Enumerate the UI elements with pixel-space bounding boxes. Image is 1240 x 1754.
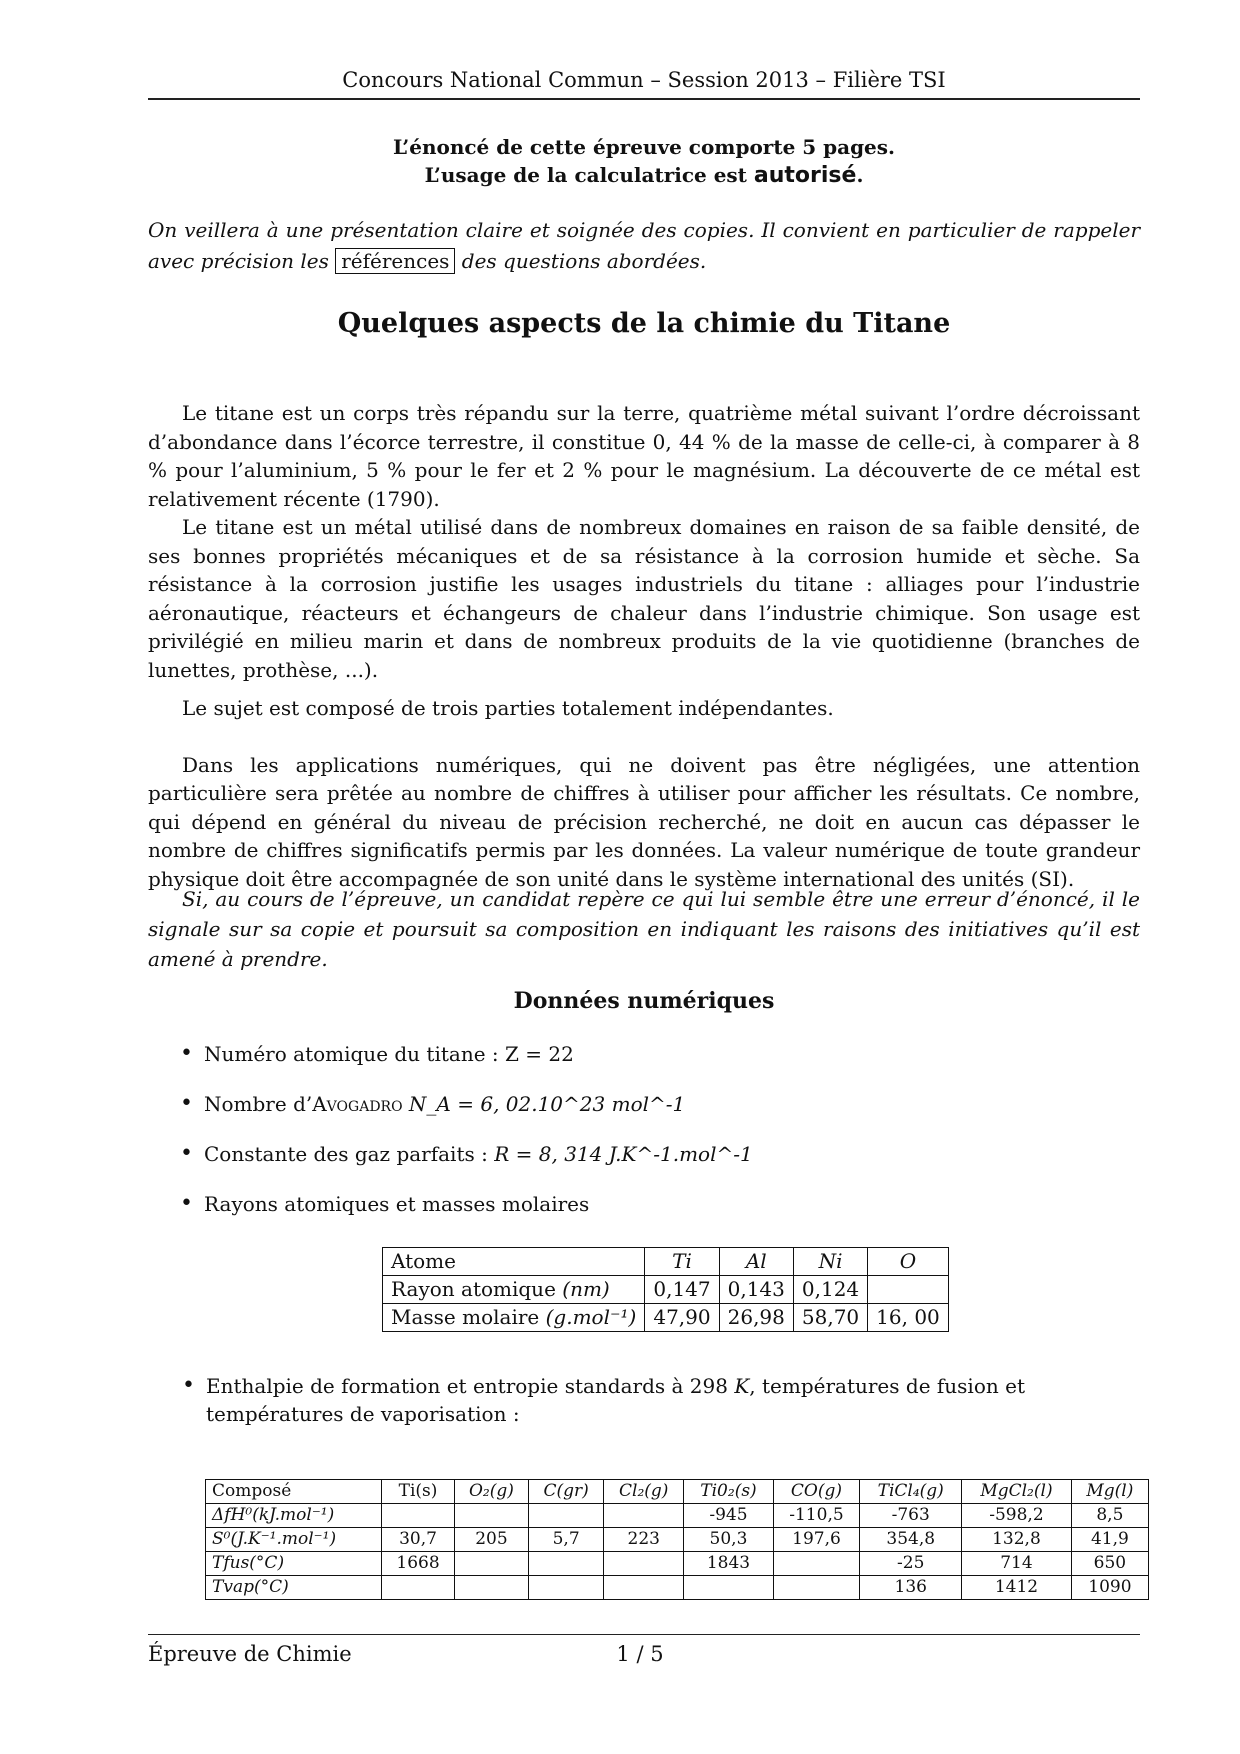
table-cell: 58,70	[793, 1304, 867, 1332]
table-header-cell: Al	[719, 1248, 793, 1276]
table-cell: 16, 00	[868, 1304, 949, 1332]
table-header-cell: TiCl₄(g)	[860, 1480, 962, 1504]
table-header-cell: Atome	[383, 1248, 645, 1276]
table-header-cell: O₂(g)	[454, 1480, 528, 1504]
table-header-cell: Ni	[793, 1248, 867, 1276]
bullet-icon: •	[182, 1373, 195, 1398]
table-header-row	[383, 1248, 949, 1276]
thermo-table	[205, 1479, 1149, 1600]
section-title-data: Données numériques	[513, 988, 775, 1014]
table-row	[383, 1304, 949, 1332]
table-cell: 8,5	[1071, 1504, 1148, 1528]
table-header-cell: Composé	[206, 1480, 382, 1504]
table-cell: 30,7	[382, 1528, 454, 1552]
table-row	[206, 1576, 1149, 1600]
table-cell: 136	[860, 1576, 962, 1600]
table-cell: 1412	[962, 1576, 1072, 1600]
table-cell: 47,90	[645, 1304, 719, 1332]
error-warning: Si, au cours de l’épreuve, un candidat repère ce qui lui semble être une erreur d’énoncé, il le signale sur sa copie et poursuit sa composition en indiquant les raisons des initiatives qu’il est amené à prendre.	[148, 887, 1140, 971]
table-cell: -945	[684, 1504, 773, 1528]
table-header-cell: C(gr)	[529, 1480, 604, 1504]
table-cell: 0,143	[719, 1276, 793, 1304]
paragraph-uses: Le titane est un métal utilisé dans de nombreux domaines en raison de sa faible densité, de ses bonnes propriétés mécaniques et de sa résistance à la corrosion humide et sèche. Sa résistance à la corrosion justifie les usages industriels du titane : alliages pour l’industrie aéronautique, réacteurs et échangeurs de chaleur dans l’industrie chimique. Son usage est privilégié en milieu marin et dans de nombreux produits de la vie quotidienne (branches de lunettes, prothèse, ...).	[148, 515, 1140, 682]
table-cell: 1668	[382, 1552, 454, 1576]
table-cell	[382, 1504, 454, 1528]
table-cell: 0,124	[793, 1276, 867, 1304]
document-title: Quelques aspects de la chimie du Titane	[337, 308, 951, 339]
table-cell	[773, 1576, 860, 1600]
table-cell	[684, 1576, 773, 1600]
table-cell: 354,8	[860, 1528, 962, 1552]
list-item-gas-constant: • Constante des gaz parfaits : R = 8, 314 J.K^-1.mol^-1	[180, 1140, 1140, 1168]
boxed-references: références	[335, 248, 455, 274]
table-cell: 205	[454, 1528, 528, 1552]
table-cell: 1090	[1071, 1576, 1148, 1600]
exam-notice	[148, 133, 1140, 190]
table-cell: 41,9	[1071, 1528, 1148, 1552]
header-divider	[148, 98, 1140, 100]
paragraph-numerics: Dans les applications numériques, qui ne doivent pas être négligées, une attention particulière sera prêtée au nombre de chiffres à utiliser pour afficher les résultats. Ce nombre, qui dépend en général du niveau de précision recherché, ne doit en aucun cas dépasser le nombre de chiffres significatifs permis par les données. La valeur numérique de toute grandeur physique doit être accompagnée de son unité dans le système international des unités (SI).	[148, 752, 1140, 891]
table-cell: 26,98	[719, 1304, 793, 1332]
table-cell: 5,7	[529, 1528, 604, 1552]
table-row-label: Masse molaire (g.mol⁻¹)	[383, 1304, 645, 1332]
body-text	[148, 399, 1140, 893]
notice-calculator: L’usage de la calculatrice est autorisé.	[424, 163, 864, 188]
table-cell	[868, 1276, 949, 1304]
table-cell: 197,6	[773, 1528, 860, 1552]
intro-instructions: On veillera à une présentation claire et soignée des copies. Il convient en particulier de rappeler avec précision les références des questions abordées.	[148, 218, 1140, 273]
table-cell: -110,5	[773, 1504, 860, 1528]
table-header-cell: Cl₂(g)	[604, 1480, 684, 1504]
table-header-cell: O	[868, 1248, 949, 1276]
notice-pages: L’énoncé de cette épreuve comporte 5 pages.	[392, 135, 896, 159]
page-number: 1 / 5	[616, 1642, 664, 1666]
table-cell	[529, 1504, 604, 1528]
table-cell: 650	[1071, 1552, 1148, 1576]
table-cell	[382, 1576, 454, 1600]
table-row	[206, 1528, 1149, 1552]
table-cell: 50,3	[684, 1528, 773, 1552]
footer-subject: Épreuve de Chimie	[148, 1642, 352, 1666]
table-cell	[773, 1552, 860, 1576]
table-cell	[604, 1552, 684, 1576]
table-cell	[529, 1552, 604, 1576]
data-list	[180, 1040, 1140, 1240]
table-header-cell: CO(g)	[773, 1480, 860, 1504]
list-item-avogadro: • Nombre d’Avogadro N_A = 6, 02.10^23 mol^-1	[180, 1090, 1140, 1118]
table-cell: -763	[860, 1504, 962, 1528]
paragraph-structure: Le sujet est composé de trois parties totalement indépendantes.	[182, 696, 834, 720]
table-cell	[454, 1504, 528, 1528]
table-row-label: S⁰(J.K⁻¹.mol⁻¹)	[206, 1528, 382, 1552]
table-header-cell: Ti(s)	[382, 1480, 454, 1504]
table-row-label: ΔfH⁰(kJ.mol⁻¹)	[206, 1504, 382, 1528]
table-cell: 0,147	[645, 1276, 719, 1304]
table-cell: -25	[860, 1552, 962, 1576]
table-row	[206, 1552, 1149, 1576]
table-row-label: Tfus(°C)	[206, 1552, 382, 1576]
list-item-atomic-number: • Numéro atomique du titane : Z = 22	[180, 1040, 1140, 1068]
table-header-cell: Ti0₂(s)	[684, 1480, 773, 1504]
table-cell: 1843	[684, 1552, 773, 1576]
table-header-cell: MgCl₂(l)	[962, 1480, 1072, 1504]
page-header: Concours National Commun – Session 2013 – Filière TSI	[342, 68, 946, 92]
table-cell	[604, 1576, 684, 1600]
table-header-cell: Mg(l)	[1071, 1480, 1148, 1504]
atomic-table	[382, 1247, 949, 1332]
table-cell	[604, 1504, 684, 1528]
table-cell: -598,2	[962, 1504, 1072, 1528]
table-cell: 223	[604, 1528, 684, 1552]
paragraph-abundance: Le titane est un corps très répandu sur la terre, quatrième métal suivant l’ordre décroissant d’abondance dans l’écorce terrestre, il constitue 0, 44 % de la masse de celle-ci, à comparer à 8 % pour l’aluminium, 5 % pour le fer et 2 % pour le magnésium. La découverte de ce métal est relativement récente (1790).	[148, 401, 1140, 511]
list-item-enthalpy: • Enthalpie de formation et entropie standards à 298 K, températures de fusion et températures de vaporisation :	[182, 1373, 1025, 1426]
table-header-cell: Ti	[645, 1248, 719, 1276]
table-cell	[454, 1552, 528, 1576]
table-row-label: Rayon atomique (nm)	[383, 1276, 645, 1304]
table-cell: 714	[962, 1552, 1072, 1576]
list-item-radii: • Rayons atomiques et masses molaires	[180, 1190, 1140, 1218]
table-cell: 132,8	[962, 1528, 1072, 1552]
table-row	[383, 1276, 949, 1304]
table-cell	[454, 1576, 528, 1600]
footer-divider	[148, 1634, 1140, 1635]
table-header-row	[206, 1480, 1149, 1504]
table-row-label: Tvap(°C)	[206, 1576, 382, 1600]
table-row	[206, 1504, 1149, 1528]
table-cell	[529, 1576, 604, 1600]
